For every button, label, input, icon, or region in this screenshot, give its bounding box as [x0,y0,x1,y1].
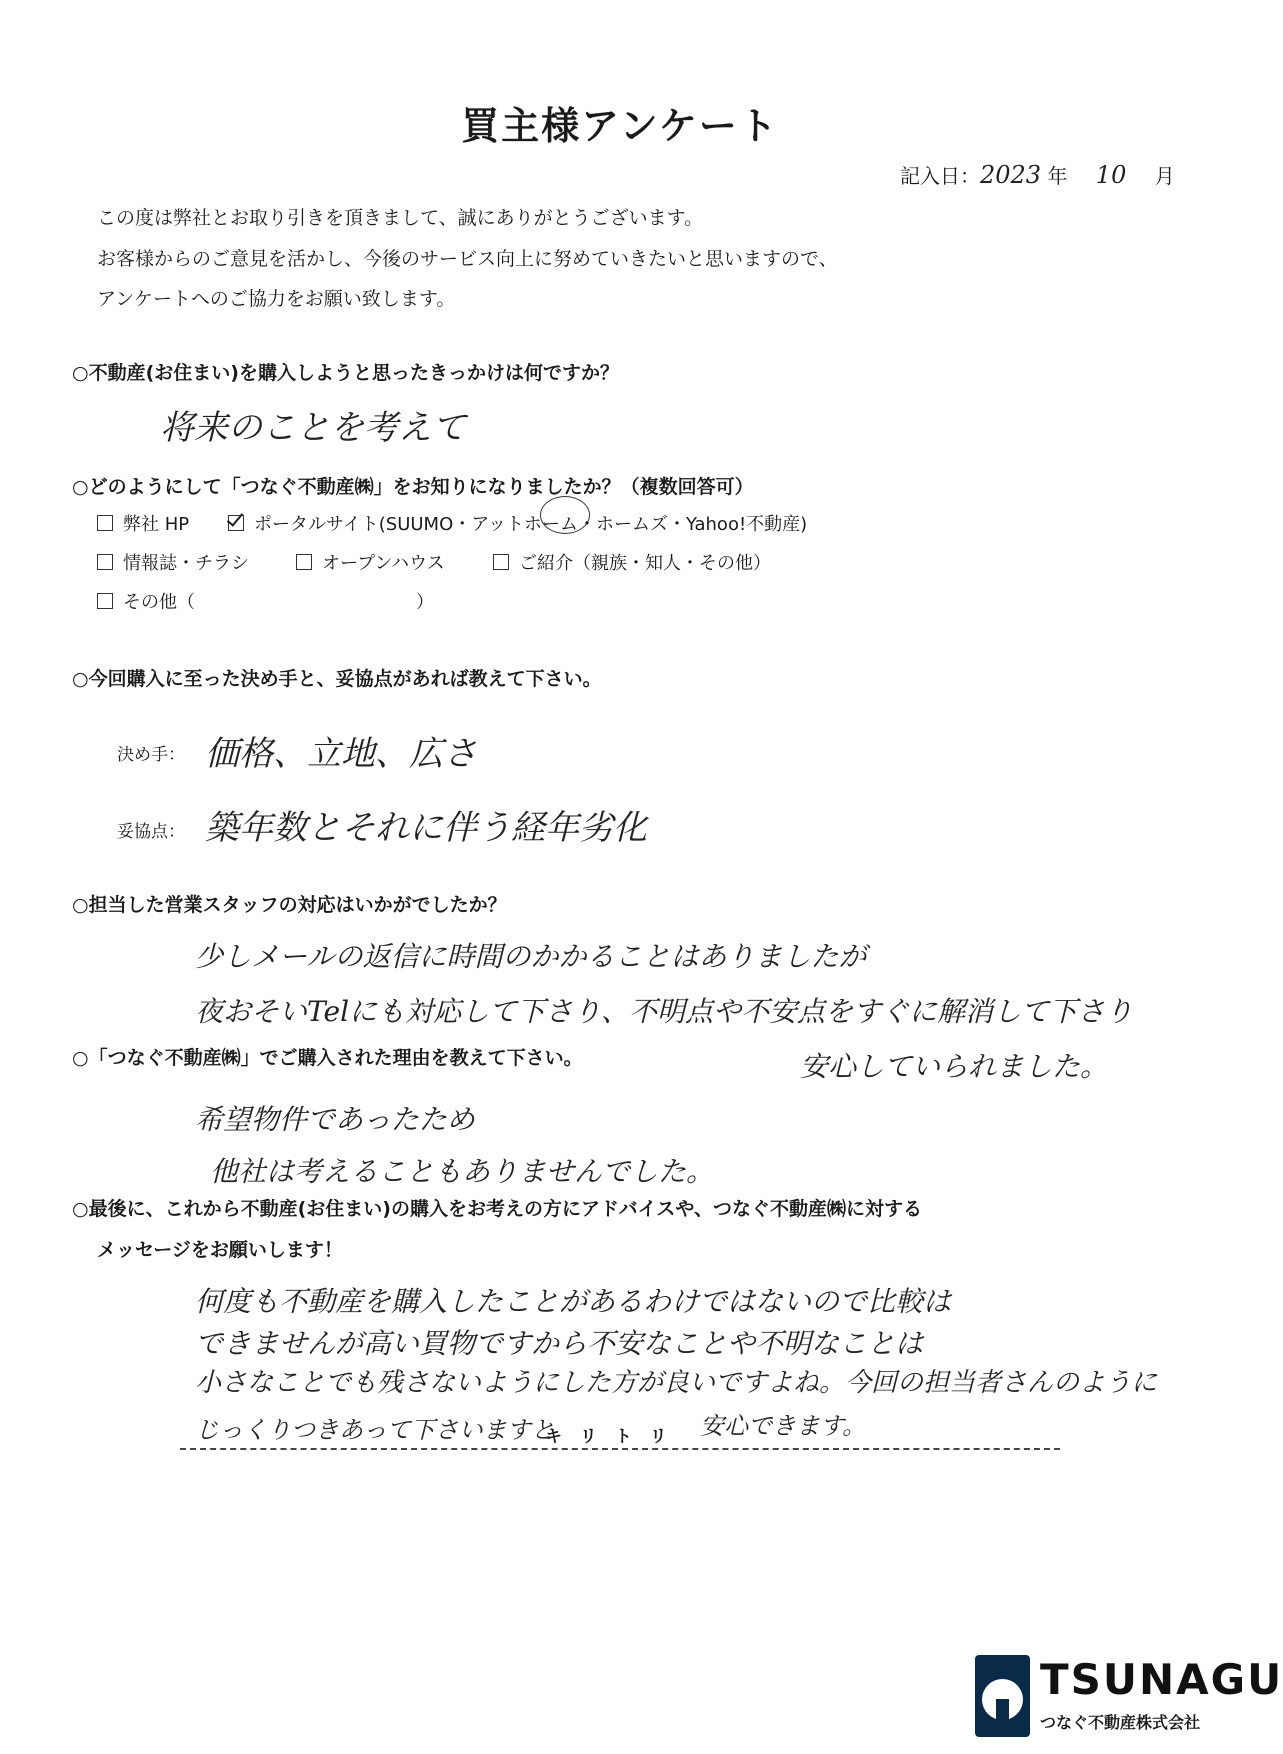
answer-5-line-2: 他社は考えることもありませんでした。 [210,1155,715,1188]
date-year: 2023 [980,161,1042,189]
entry-date [900,160,1175,189]
compromise-label: 妥協点： [117,822,185,842]
option-referral[interactable]: ご紹介（親族・知人・その他） [493,549,771,575]
answer-4-line-3: 安心していられました。 [800,1050,1109,1083]
checkbox-open-house[interactable] [296,554,312,570]
option-open-house[interactable]: オープンハウス [296,549,445,575]
question-4: ○担当した営業スタッフの対応はいかがでしたか？ [72,894,507,916]
option-company-hp[interactable]: 弊社 HP [97,510,189,536]
answer-6-line-4: じっくりつきあって下さいますと [195,1416,555,1444]
date-month-unit: 月 [1154,164,1175,188]
answer-6-tail: 安心できます。 [700,1412,867,1440]
question-5: ○「つなぐ不動産㈱」でご購入された理由を教えて下さい。 [72,1047,583,1069]
option-other[interactable]: その他（ [97,588,195,614]
option-magazine-flyer[interactable]: 情報誌・チラシ [97,549,249,575]
checkbox-magazine-flyer[interactable] [97,554,113,570]
checkbox-company-hp[interactable] [97,515,113,531]
logo-brand: TSUNAGU [1040,1655,1283,1704]
answer-1: 将来のことを考えて [160,408,466,448]
question-2: ○どのようにして「つなぐ不動産㈱」をお知りになりましたか？（複数回答可） [72,476,754,498]
intro-line-1: この度は弊社とお取り引きを頂きまして、誠にありがとうございます。 [97,207,704,229]
company-logo-mark [975,1655,1030,1737]
intro-line-3: アンケートへのご協力をお願い致します。 [97,288,456,310]
answer-6-line-2: できませんが高い買物ですから不安なことや不明なことは [195,1327,924,1360]
logo-company-name: つなぐ不動産株式会社 [1040,1713,1201,1732]
page-title: 買主様アンケート [461,104,779,148]
date-month: 10 [1095,161,1127,189]
answer-4-line-2: 夜おそいTelにも対応して下さり、不明点や不安点をすぐに解消して下さり [195,995,1134,1028]
option-other-close: ） [416,592,434,613]
answer-5-line-1: 希望物件であったため [195,1103,475,1136]
date-year-unit: 年 [1047,164,1068,188]
deciding-factor-label: 決め手： [117,745,185,765]
compromise-answer: 築年数とそれに伴う経年劣化 [205,808,647,848]
answer-4-line-1: 少しメールの返信に時間のかかることはありましたが [195,940,867,973]
option-portal-site[interactable]: ポータルサイト(SUUMO・アットホーム・ホームズ・Yahoo!不動産) [228,510,807,536]
checkbox-referral[interactable] [493,554,509,570]
question-1: ○不動産(お住まい)を購入しようと思ったきっかけは何ですか？ [72,362,619,384]
checkbox-portal-site[interactable] [228,515,244,531]
cut-line-label: キ リ ト リ [545,1427,673,1447]
cut-line [180,1448,1060,1450]
question-6-line-1: ○最後に、これから不動産(お住まい)の購入をお考えの方にアドバイスや、つなぐ不動産㈱に対する [72,1198,922,1220]
intro-line-2: お客様からのご意見を活かし、今後のサービス向上に努めていきたいと思いますので、 [97,248,838,270]
question-3: ○今回購入に至った決め手と、妥協点があれば教えて下さい。 [72,668,602,690]
deciding-factor-answer: 価格、立地、広さ [205,734,477,774]
answer-6-line-3: 小さなことでも残さないようにした方が良いですよね。今回の担当者さんのように [195,1368,1158,1398]
answer-6-line-1: 何度も不動産を購入したことがあるわけではないので比較は [195,1285,952,1318]
question-6-line-2: メッセージをお願いします！ [97,1239,343,1261]
date-label: 記入日： [900,164,980,188]
checkbox-other[interactable] [97,593,113,609]
